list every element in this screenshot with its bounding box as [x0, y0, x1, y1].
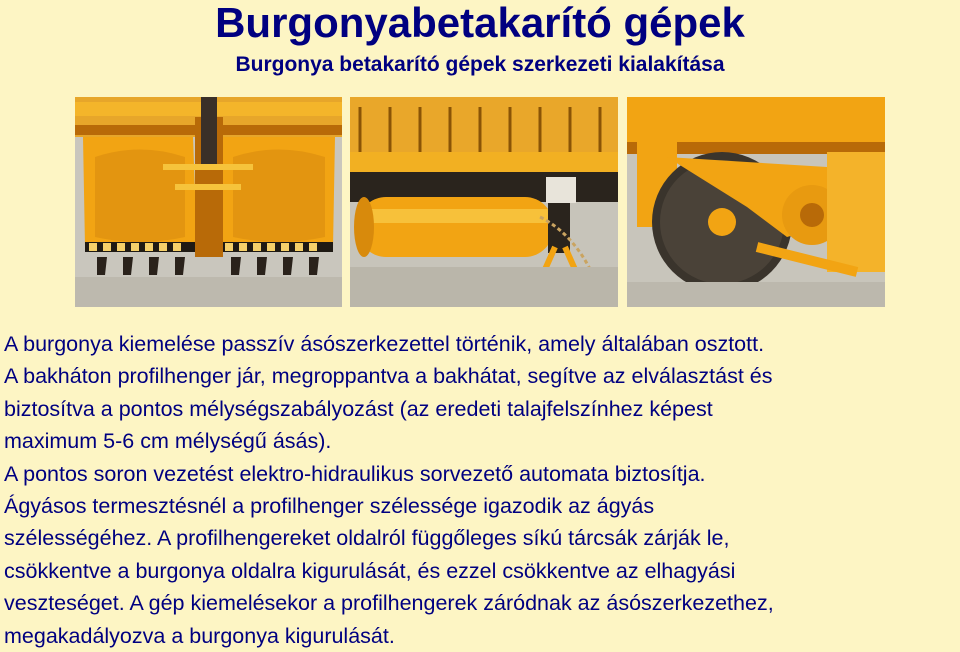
body-line: megakadályozva a burgonya kigurulását.	[4, 623, 395, 648]
photo-digging-shares	[75, 97, 342, 307]
body-line: A burgonya kiemelése passzív ásószerkezettel történik, amely általában osztott.	[4, 332, 765, 356]
body-line: A bakháton profilhenger jár, megroppantva a bakhátat, segítve az elválasztást és	[4, 364, 773, 389]
photo-profile-roller	[350, 97, 618, 307]
body-line: szélességéhez. A profilhengereket oldalról függőleges síkú tárcsák zárják le,	[4, 526, 730, 551]
body-line: biztosítva a pontos mélységszabályozást (az eredeti talajfelszínhez képest	[4, 396, 713, 421]
page-title: Burgonyabetakarító gépek	[215, 0, 745, 46]
photo-side-disc	[627, 97, 885, 307]
body-text	[4, 328, 960, 652]
page-subtitle: Burgonya betakarító gépek szerkezeti kialakítása	[235, 53, 725, 76]
body-line: veszteséget. A gép kiemelésekor a profilhengerek záródnak az ásószerkezethez,	[4, 591, 774, 616]
body-line: Ágyásos termesztésnél a profilhenger szélessége igazodik az ágyás	[4, 494, 655, 519]
body-line: maximum 5-6 cm mélységű ásás).	[4, 429, 332, 454]
body-line: A pontos soron vezetést elektro-hidraulikus sorvezető automata biztosítja.	[4, 461, 706, 486]
body-line: csökkentve a burgonya oldalra kigurulását, és ezzel csökkentve az elhagyási	[4, 558, 736, 583]
